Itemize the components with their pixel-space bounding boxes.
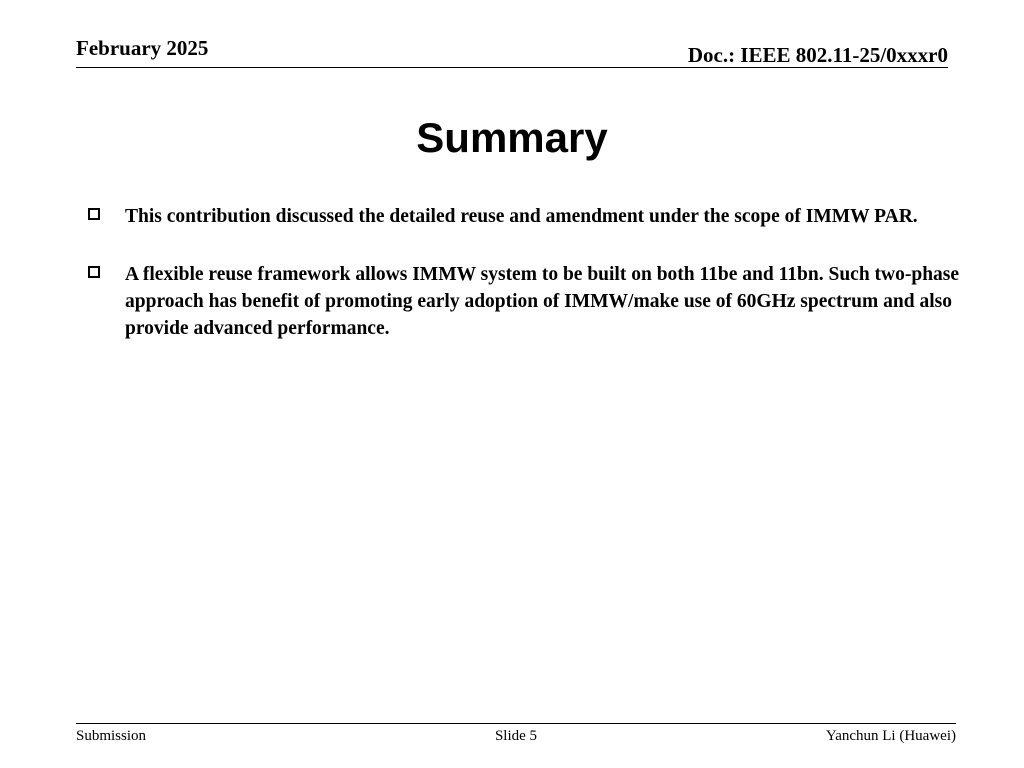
footer-divider: [76, 723, 956, 724]
bullet-item: [88, 203, 1008, 230]
bullet-text: A flexible reuse framework allows IMMW system to be built on both 11be and 11bn. Such two-phase approach has benefit of promoting early adoption of IMMW/make use of 60GHz spectrum and also provide advanced performance.: [125, 264, 960, 339]
header-divider: [76, 67, 948, 68]
slide-title: Summary: [416, 114, 608, 161]
bullet-text: This contribution discussed the detailed reuse and amendment under the scope of IMMW PAR.: [125, 206, 918, 227]
hollow-square-bullet-icon: [88, 266, 100, 278]
footer-submission: Submission: [76, 728, 147, 744]
bullet-item: [88, 261, 1008, 342]
bullet-list: [88, 203, 1008, 373]
hollow-square-bullet-icon: [88, 208, 100, 220]
footer-author: Yanchun Li (Huawei): [825, 728, 956, 744]
footer-slide-number: Slide 5: [494, 728, 538, 744]
header-doc-id: Doc.: IEEE 802.11-25/0xxxr0: [687, 43, 948, 67]
header-date: February 2025: [76, 36, 209, 60]
